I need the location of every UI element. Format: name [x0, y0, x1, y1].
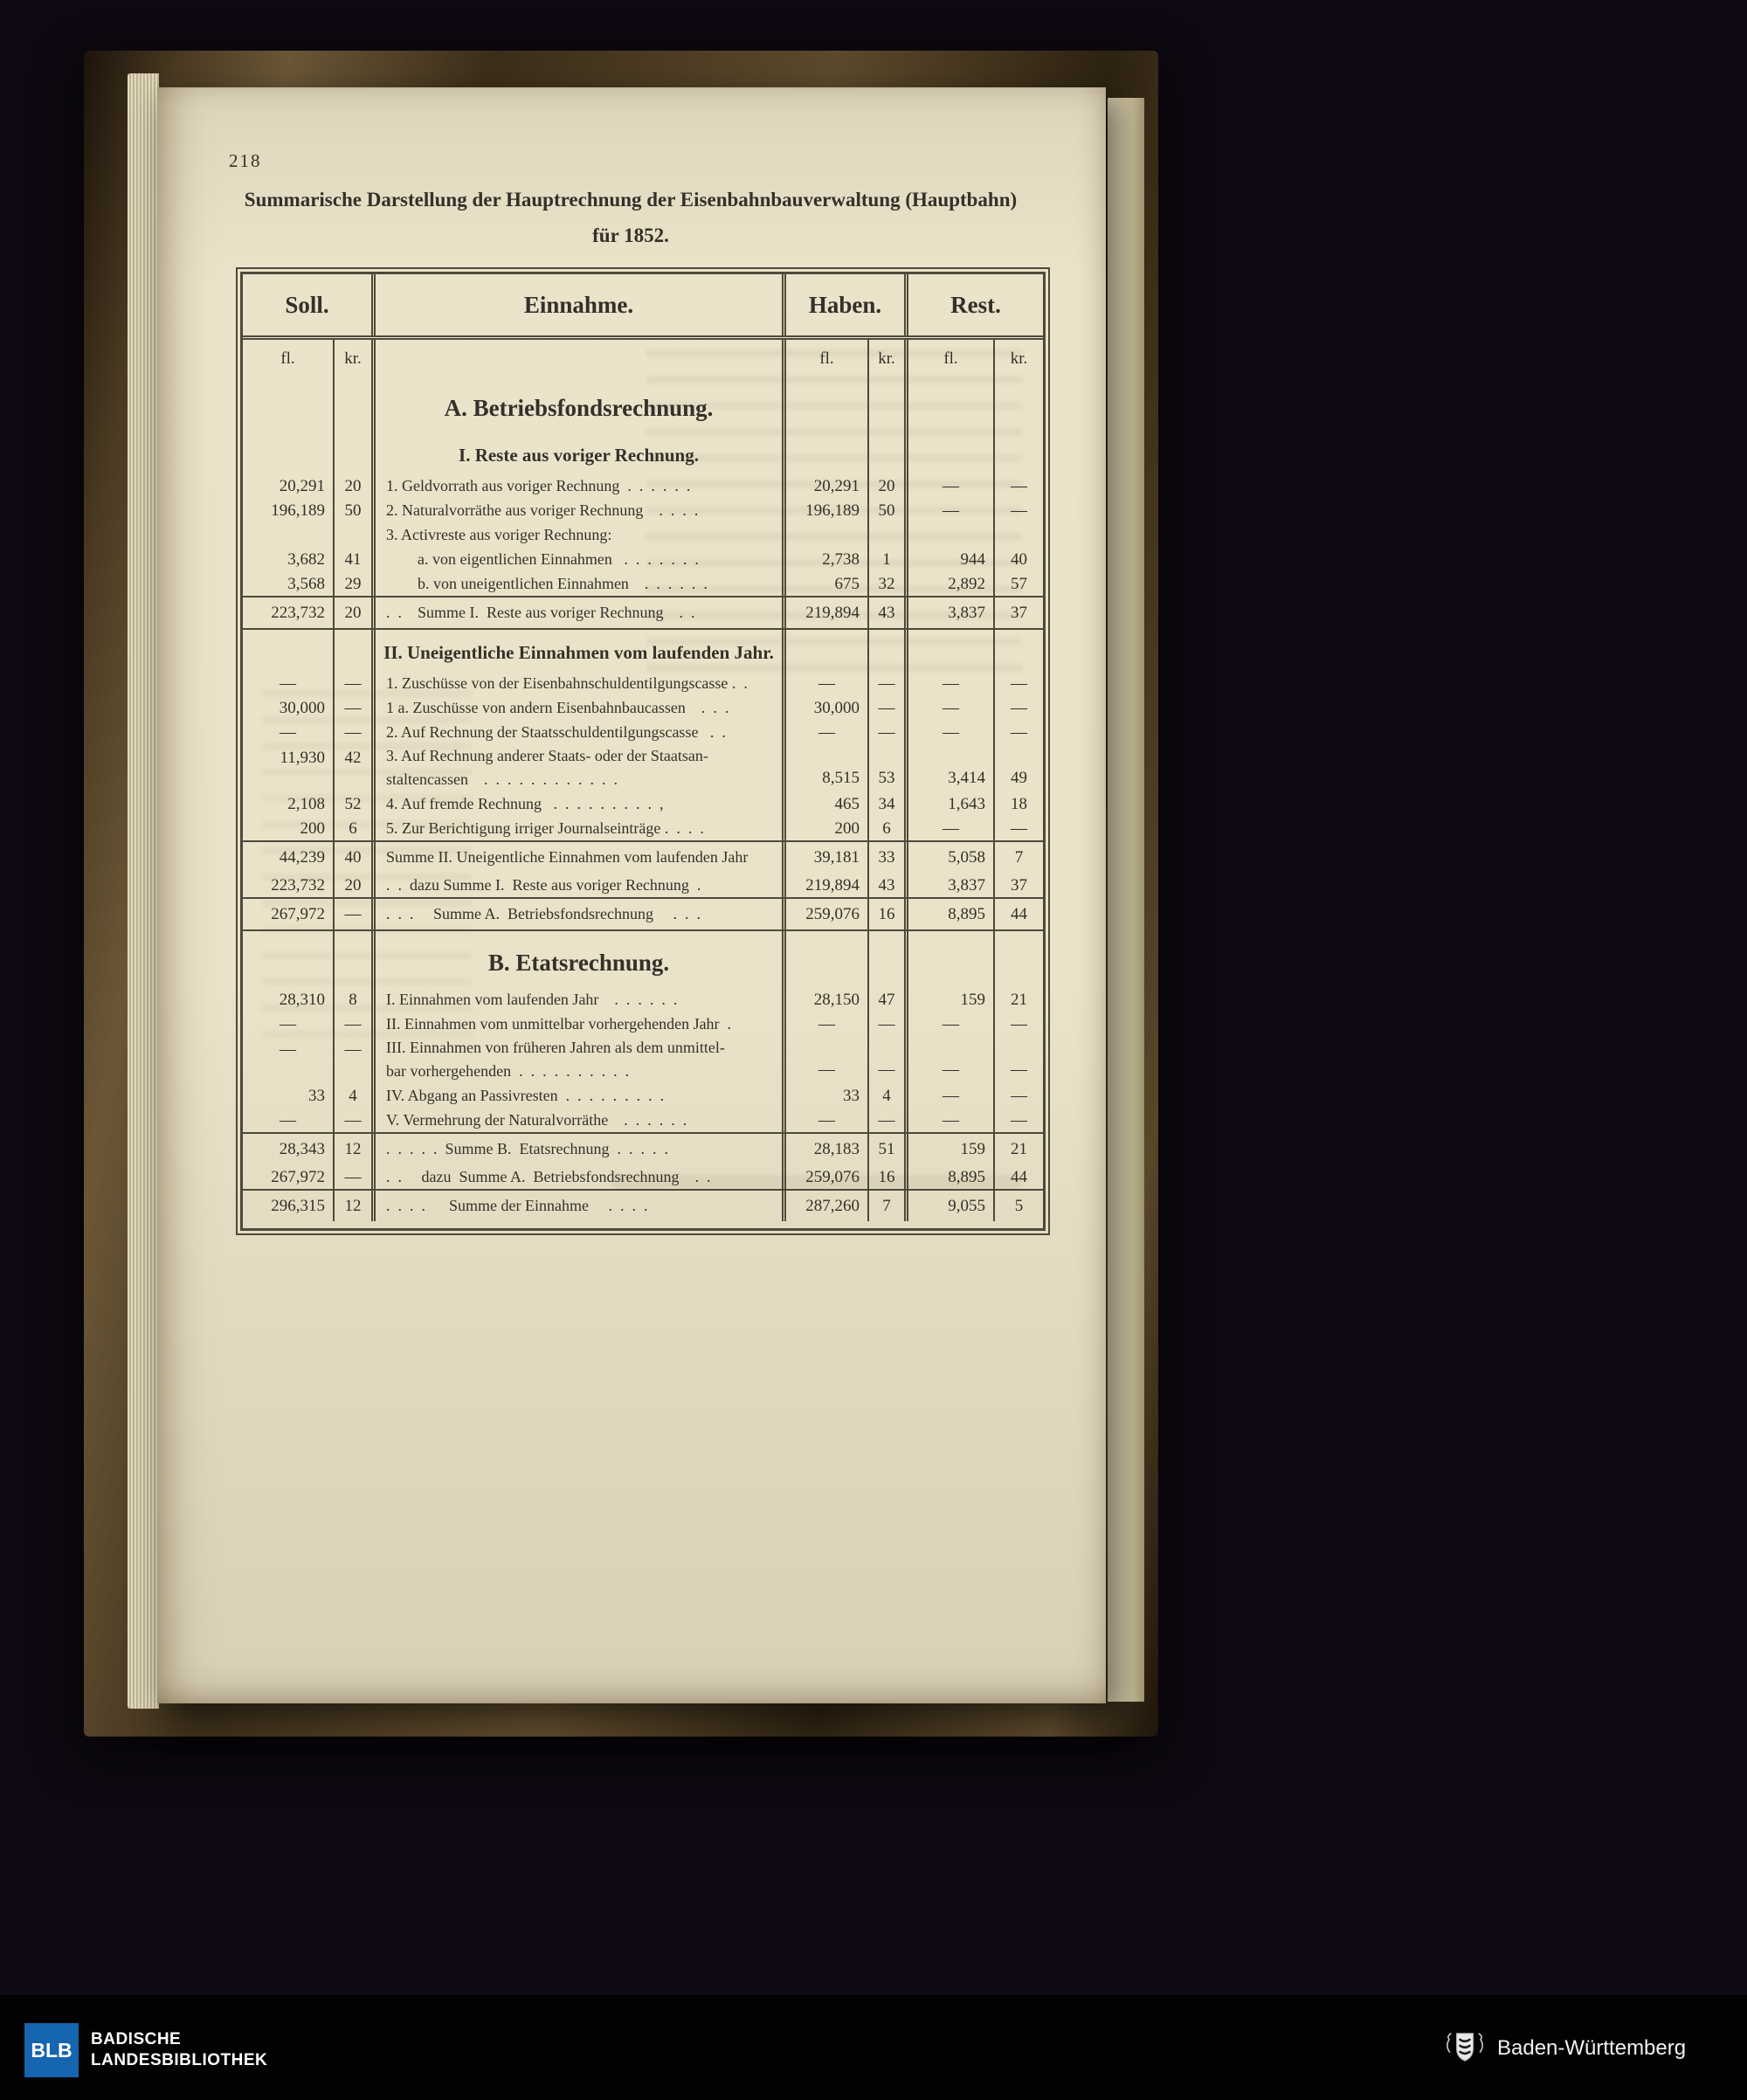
cell-haben-fl: 33 [782, 1083, 867, 1108]
cell-haben-kr: 7 [867, 1191, 904, 1221]
cell-rest-kr: 57 [993, 571, 1043, 596]
cell-soll-kr: — [333, 671, 371, 695]
cell-rest-kr: 21 [993, 987, 1043, 1012]
cell-haben-fl: 196,189 [782, 498, 867, 522]
col-header-haben: Haben. [782, 274, 904, 335]
subsection-heading: I. Reste aus voriger Rechnung. [371, 432, 782, 473]
table-row [243, 1012, 1043, 1036]
cell-soll-kr: — [333, 695, 371, 720]
title-line-2: für 1852. [592, 225, 669, 246]
table-row [243, 987, 1043, 1012]
library-name-line1: BADISCHE [91, 2030, 182, 2048]
cell-soll-fl [243, 432, 333, 473]
table-row [243, 1189, 1043, 1221]
cell-haben-fl: 259,076 [782, 1164, 867, 1189]
cell-soll-kr [333, 931, 371, 987]
table-row [243, 1036, 1043, 1083]
cell-haben-fl: 675 [782, 571, 867, 596]
table-row [243, 1164, 1043, 1189]
table-row [243, 1083, 1043, 1108]
cell-rest-kr: 40 [993, 547, 1043, 571]
cell-soll-fl: 267,972 [271, 905, 325, 923]
cell-soll-fl: — [280, 1014, 296, 1033]
unit-rest-fl: fl. [904, 340, 993, 376]
cell-haben-kr: — [867, 1108, 904, 1132]
cell-soll-kr: 4 [333, 1083, 371, 1108]
col-header-rest: Rest. [904, 274, 1043, 335]
cell-rest-kr [993, 522, 1043, 547]
row-label: 5. Zur Berichtigung irriger Journalseinträge . . . . [371, 816, 782, 840]
cell-haben-kr: 43 [867, 873, 904, 897]
cell-haben-fl: 28,183 [782, 1134, 867, 1164]
cell-haben-kr: — [867, 1036, 904, 1083]
table-row [243, 840, 1043, 873]
unit-haben-kr: kr. [867, 340, 904, 376]
cell-soll-fl: — [280, 674, 296, 693]
cell-rest-fl: — [904, 671, 993, 695]
cell-haben-fl: — [782, 1036, 867, 1083]
cell-rest-fl: 3,837 [904, 873, 993, 897]
section-heading-row [243, 376, 1043, 432]
cell-rest-kr: 44 [993, 899, 1043, 929]
cell-rest-fl: — [904, 498, 993, 522]
table-row [243, 671, 1043, 695]
cell-soll-kr: 20 [333, 873, 371, 897]
unit-soll-kr: kr. [333, 340, 371, 376]
book-page [157, 87, 1106, 1703]
cell-soll-fl [243, 630, 333, 671]
cell-haben-kr [867, 432, 904, 473]
table-row [243, 897, 1043, 931]
row-label: I. Einnahmen vom laufenden Jahr . . . . . . [371, 987, 782, 1012]
cell-soll-kr: 20 [333, 473, 371, 498]
library-logo [24, 2023, 267, 2077]
cell-haben-fl: 28,150 [782, 987, 867, 1012]
cell-haben-kr: 34 [867, 791, 904, 816]
cell-rest-fl: 5,058 [904, 842, 993, 873]
row-label: 4. Auf fremde Rechnung . . . . . . . . . , [371, 791, 782, 816]
cell-rest-fl: 944 [904, 547, 993, 571]
cell-rest-kr: 37 [993, 598, 1043, 628]
row-label: 1. Zuschüsse von der Eisenbahnschuldentilgungscasse . . [371, 671, 782, 695]
cell-haben-kr: 16 [867, 1164, 904, 1189]
cell-haben-kr: — [867, 720, 904, 744]
cell-haben-fl: 287,260 [782, 1191, 867, 1221]
cell-soll-kr: 20 [333, 598, 371, 628]
cell-rest-kr: 5 [993, 1191, 1043, 1221]
row-label: II. Einnahmen vom unmittelbar vorhergehenden Jahr . [371, 1012, 782, 1036]
cell-soll-kr: — [333, 1036, 371, 1083]
cell-rest-kr: 18 [993, 791, 1043, 816]
cell-rest-fl: — [904, 473, 993, 498]
cell-soll-kr: 6 [333, 816, 371, 840]
cell-rest-kr [993, 432, 1043, 473]
cell-haben-kr: 32 [867, 571, 904, 596]
row-label: . . Summe I. Reste aus voriger Rechnung . . [371, 598, 782, 628]
row-label: . . dazu Summe A. Betriebsfondsrechnung . . [371, 1164, 782, 1189]
cell-haben-fl [782, 376, 867, 432]
row-label: 1. Geldvorrath aus voriger Rechnung . . . . . . [371, 473, 782, 498]
cell-rest-fl: 2,892 [904, 571, 993, 596]
cell-rest-fl: — [904, 695, 993, 720]
cell-rest-kr: — [993, 498, 1043, 522]
row-label: 2. Naturalvorräthe aus voriger Rechnung . . . . [371, 498, 782, 522]
cell-haben-fl: — [782, 1012, 867, 1036]
cell-rest-kr: — [993, 695, 1043, 720]
subsection-heading-row [243, 630, 1043, 671]
cell-soll-fl: — [280, 1110, 296, 1129]
cell-rest-fl [904, 630, 993, 671]
cell-rest-kr: 44 [993, 1164, 1043, 1189]
table-row [243, 744, 1043, 791]
row-label: . . dazu Summe I. Reste aus voriger Rechnung . [371, 873, 782, 897]
cell-soll-fl: 44,239 [279, 848, 325, 867]
table-row [243, 1132, 1043, 1164]
cell-rest-fl: — [904, 1108, 993, 1132]
cell-haben-kr: 33 [867, 842, 904, 873]
row-label: 3. Activreste aus voriger Rechnung: [371, 522, 782, 547]
cell-rest-kr: 37 [993, 873, 1043, 897]
cell-haben-fl: 2,738 [782, 547, 867, 571]
cell-soll-kr: — [333, 899, 371, 929]
section-heading: A. Betriebsfondsrechnung. [371, 376, 782, 432]
cell-soll-kr [333, 630, 371, 671]
table-row [243, 596, 1043, 630]
summary-table-inner [240, 272, 1046, 1231]
cell-rest-fl: 1,643 [904, 791, 993, 816]
cell-rest-kr: — [993, 1083, 1043, 1108]
unit-soll-fl: fl. [280, 349, 295, 368]
cell-haben-kr [867, 931, 904, 987]
subsection-heading-row [243, 432, 1043, 473]
cell-haben-kr: 16 [867, 899, 904, 929]
cell-haben-fl: 259,076 [782, 899, 867, 929]
cell-haben-fl [782, 630, 867, 671]
table-row [243, 1108, 1043, 1132]
blb-logo-icon: BLB [24, 2023, 79, 2077]
cell-soll-kr: 40 [333, 842, 371, 873]
cell-haben-fl: — [782, 720, 867, 744]
table-header-row [243, 274, 1043, 340]
cell-haben-kr: — [867, 695, 904, 720]
summary-table [236, 267, 1050, 1235]
cell-soll-kr: — [333, 720, 371, 744]
cell-soll-kr: — [333, 1012, 371, 1036]
cell-rest-kr [993, 376, 1043, 432]
unit-haben-fl: fl. [782, 340, 867, 376]
cell-haben-kr: — [867, 671, 904, 695]
cell-rest-fl [904, 931, 993, 987]
cell-haben-kr [867, 522, 904, 547]
row-label: a. von eigentlichen Einnahmen . . . . . . . [371, 547, 782, 571]
cell-haben-kr: — [867, 1012, 904, 1036]
cell-rest-fl: — [904, 720, 993, 744]
cell-haben-kr [867, 376, 904, 432]
row-label: 1 a. Zuschüsse von andern Eisenbahnbaucassen . . . [371, 695, 782, 720]
col-header-einnahme: Einnahme. [371, 274, 782, 335]
table-row [243, 695, 1043, 720]
subheader-spacer [371, 340, 782, 376]
cell-rest-fl: — [904, 1012, 993, 1036]
cell-soll-kr [333, 376, 371, 432]
cell-haben-fl [782, 432, 867, 473]
table-row [243, 522, 1043, 547]
region-name: Baden-Württemberg [1497, 2036, 1687, 2060]
cell-rest-fl [904, 522, 993, 547]
row-label: III. Einnahmen von früheren Jahren als dem unmittel- bar vorhergehenden . . . . . . . . . . [371, 1036, 782, 1083]
cell-rest-kr [993, 630, 1043, 671]
cell-soll-kr: — [333, 1108, 371, 1132]
cell-haben-fl: 8,515 [782, 744, 867, 791]
cell-soll-fl: — [280, 1040, 296, 1059]
cell-rest-fl: 9,055 [904, 1191, 993, 1221]
cell-rest-kr: — [993, 1108, 1043, 1132]
cell-haben-fl: 200 [782, 816, 867, 840]
cell-rest-kr: — [993, 720, 1043, 744]
table-row [243, 816, 1043, 840]
cell-rest-kr: — [993, 816, 1043, 840]
cell-haben-kr: 51 [867, 1134, 904, 1164]
cell-rest-fl: 8,895 [904, 899, 993, 929]
cell-haben-fl: 465 [782, 791, 867, 816]
subsection-heading: II. Uneigentliche Einnahmen vom laufenden Jahr. [371, 630, 782, 671]
title-line-1: Summarische Darstellung der Hauptrechnung der Eisenbahnbauverwaltung (Hauptbahn) [244, 189, 1018, 211]
cell-rest-kr: — [993, 1036, 1043, 1083]
cell-soll-fl [243, 931, 333, 987]
cell-rest-fl: — [904, 816, 993, 840]
cell-soll-fl: 2,108 [287, 794, 325, 813]
cell-soll-fl: 28,310 [279, 990, 325, 1009]
cell-soll-fl: 196,189 [271, 501, 325, 520]
cell-rest-kr: — [993, 671, 1043, 695]
cell-rest-fl [904, 376, 993, 432]
cell-haben-kr: 20 [867, 473, 904, 498]
page-title [203, 189, 1059, 247]
row-label: Summe II. Uneigentliche Einnahmen vom laufenden Jahr [371, 842, 782, 873]
cell-soll-kr: 12 [333, 1191, 371, 1221]
cell-rest-fl: 159 [904, 1134, 993, 1164]
cell-soll-fl: 3,682 [287, 549, 325, 569]
cell-haben-fl [782, 522, 867, 547]
footer-bar [0, 1995, 1747, 2100]
cell-soll-fl: 223,732 [271, 875, 325, 895]
table-row [243, 720, 1043, 744]
cell-soll-fl: 20,291 [279, 476, 325, 495]
section-heading-row [243, 931, 1043, 987]
cell-haben-kr: 53 [867, 744, 904, 791]
row-label: V. Vermehrung der Naturalvorräthe . . . . . . [371, 1108, 782, 1132]
cell-rest-fl: — [904, 1083, 993, 1108]
cell-soll-fl: 223,732 [271, 604, 325, 622]
table-row [243, 498, 1043, 522]
page-edges [128, 73, 159, 1709]
coat-of-arms-icon [1443, 2028, 1487, 2069]
cell-rest-kr: — [993, 473, 1043, 498]
row-label: . . . . Summe der Einnahme . . . . [371, 1191, 782, 1221]
cell-soll-fl: 3,568 [287, 574, 325, 593]
cell-soll-kr: 29 [333, 571, 371, 596]
row-label: 2. Auf Rechnung der Staatsschuldentilgungscasse . . [371, 720, 782, 744]
cell-haben-kr: 50 [867, 498, 904, 522]
cell-soll-fl: 296,315 [271, 1197, 325, 1215]
section-heading: B. Etatsrechnung. [371, 931, 782, 987]
cell-soll-fl: 11,930 [280, 749, 325, 767]
cell-haben-kr: 1 [867, 547, 904, 571]
cell-rest-fl: — [904, 1036, 993, 1083]
cell-haben-kr: 4 [867, 1083, 904, 1108]
table-row [243, 547, 1043, 571]
cell-soll-kr: 12 [333, 1134, 371, 1164]
cell-rest-fl: 8,895 [904, 1164, 993, 1189]
cell-haben-fl: 20,291 [782, 473, 867, 498]
col-header-soll: Soll. [285, 291, 329, 318]
table-row [243, 873, 1043, 897]
cell-soll-kr: — [333, 1164, 371, 1189]
cell-soll-kr: 50 [333, 498, 371, 522]
row-label: IV. Abgang an Passivresten . . . . . . . . . [371, 1083, 782, 1108]
row-label: b. von uneigentlichen Einnahmen . . . . . . [371, 571, 782, 596]
cell-haben-kr: 6 [867, 816, 904, 840]
page-number: 218 [229, 150, 262, 171]
cell-haben-fl: 219,894 [782, 873, 867, 897]
cell-soll-kr: 52 [333, 791, 371, 816]
cell-haben-fl: 30,000 [782, 695, 867, 720]
cell-soll-fl [243, 376, 333, 432]
cell-soll-fl: 30,000 [279, 698, 325, 717]
cell-rest-fl: 3,837 [904, 598, 993, 628]
cell-haben-fl: 39,181 [782, 842, 867, 873]
next-page-edge [1108, 98, 1144, 1702]
cell-rest-kr [993, 931, 1043, 987]
table-row [243, 571, 1043, 596]
cell-soll-kr: 8 [333, 987, 371, 1012]
table-row [243, 791, 1043, 816]
cell-rest-kr: — [993, 1012, 1043, 1036]
cell-rest-fl: 3,414 [904, 744, 993, 791]
cell-soll-fl: — [280, 722, 296, 742]
cell-soll-kr: 42 [333, 744, 371, 791]
cell-soll-kr: 41 [333, 547, 371, 571]
cell-rest-fl: 159 [904, 987, 993, 1012]
cell-soll-fl: 267,972 [271, 1167, 325, 1186]
cell-rest-kr: 49 [993, 744, 1043, 791]
cell-rest-kr: 21 [993, 1134, 1043, 1164]
table-subheader-row [243, 340, 1043, 376]
cell-soll-fl: 28,343 [279, 1140, 325, 1158]
cell-soll-kr [333, 432, 371, 473]
cell-soll-fl: 33 [308, 1086, 325, 1105]
cell-haben-fl: 219,894 [782, 598, 867, 628]
cell-haben-fl: — [782, 671, 867, 695]
row-label: . . . . . Summe B. Etatsrechnung . . . . . [371, 1134, 782, 1164]
cell-haben-kr: 47 [867, 987, 904, 1012]
region-logo [1443, 2028, 1686, 2069]
table-body [243, 376, 1043, 1228]
table-row [243, 473, 1043, 498]
cell-soll-kr [333, 522, 371, 547]
row-label: 3. Auf Rechnung anderer Staats- oder der Staatsan- staltencassen . . . . . . . . . . . . [371, 744, 782, 791]
cell-rest-kr: 7 [993, 842, 1043, 873]
cell-haben-kr [867, 630, 904, 671]
cell-soll-fl [243, 522, 333, 547]
cell-haben-kr: 43 [867, 598, 904, 628]
unit-rest-kr: kr. [993, 340, 1043, 376]
library-name-line2: LANDESBIBLIOTHEK [91, 2051, 268, 2069]
cell-haben-fl [782, 931, 867, 987]
library-name [91, 2029, 267, 2071]
row-label: . . . Summe A. Betriebsfondsrechnung . . . [371, 899, 782, 929]
cell-haben-fl: — [782, 1108, 867, 1132]
cell-rest-fl [904, 432, 993, 473]
cell-soll-fl: 200 [300, 819, 325, 838]
